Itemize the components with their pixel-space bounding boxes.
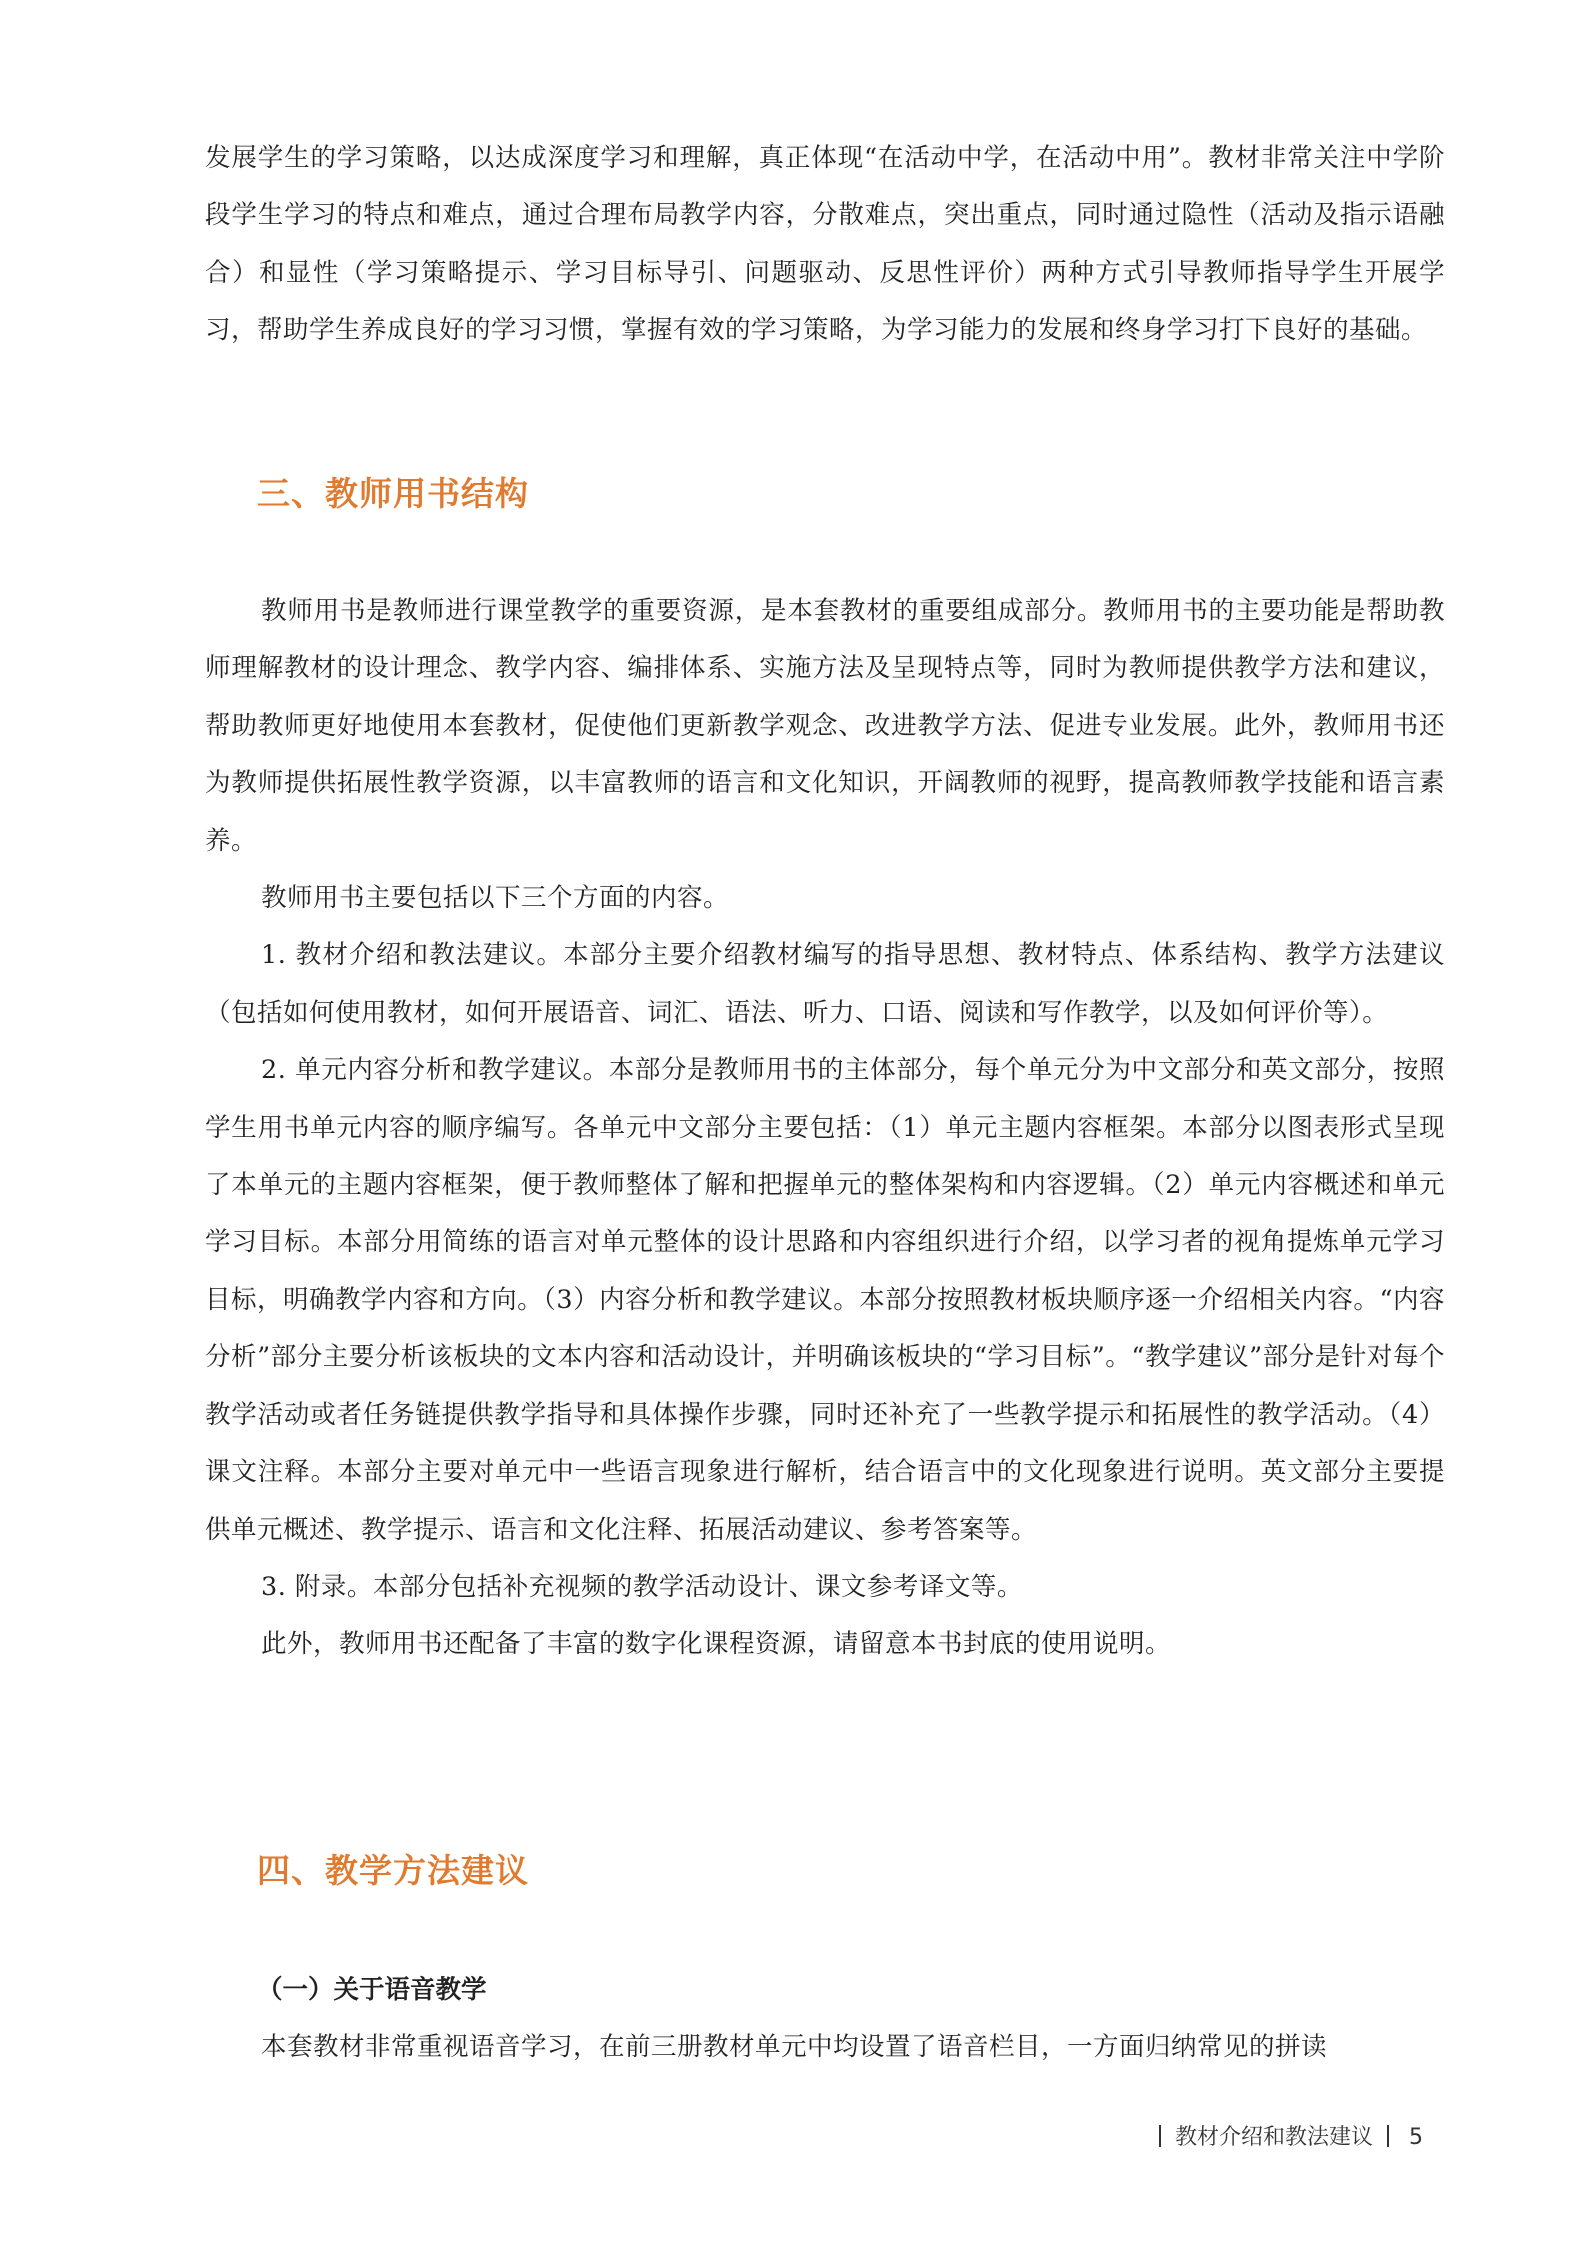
footer-chapter-title: 教材介绍和教法建议 bbox=[1175, 2125, 1374, 2150]
section-3-paragraph-6: 此外，教师用书还配备了丰富的数字化课程资源，请留意本书封底的使用说明。 bbox=[261, 1629, 1172, 1660]
footer-divider-left bbox=[1159, 2125, 1161, 2147]
footer-divider-right bbox=[1387, 2125, 1389, 2147]
section-3-paragraph-2: 教师用书主要包括以下三个方面的内容。 bbox=[261, 883, 730, 914]
section-4-body bbox=[205, 2019, 1445, 2076]
section-4-paragraph-1: 本套教材非常重视语音学习，在前三册教材单元中均设置了语音栏目，一方面归纳常见的拼读 bbox=[261, 2032, 1328, 2062]
page-number: 5 bbox=[1409, 2125, 1424, 2150]
intro-paragraph: 发展学生的学习策略，以达成深度学习和理解，真正体现“在活动中学，在活动中用”。教材非常关注中学阶段学生学习的特点和难点，通过合理布局教学内容，分散难点，突出重点，同时通过隐性（活动及指示语融合）和显性（学习策略提示、学习目标导引、问题驱动、反思性评价）两种方式引导教师指导学生开展学习，帮助学生养成良好的学习习惯，掌握有效的学习策略，为学习能力的发展和终身学习打下良好的基础。 bbox=[205, 143, 1445, 346]
section-3-heading: 三、教师用书结构 bbox=[257, 474, 529, 513]
intro-block bbox=[205, 130, 1445, 360]
section-3-paragraph-3: 1. 教材介绍和教法建议。本部分主要介绍教材编写的指导思想、教材特点、体系结构、教学方法建议（包括如何使用教材，如何开展语音、词汇、语法、听力、口语、阅读和写作教学，以及如何评价等）。 bbox=[205, 940, 1445, 1028]
section-4-subheading: （一）关于语音教学 bbox=[257, 1975, 487, 2005]
section-3-paragraph-1: 教师用书是教师进行课堂教学的重要资源，是本套教材的重要组成部分。教师用书的主要功能是帮助教师理解教材的设计理念、教学内容、编排体系、实施方法及呈现特点等，同时为教师提供教学方法和建议，帮助教师更好地使用本套教材，促使他们更新教学观念、改进教学方法、促进专业发展。此外，教师用书还为教师提供拓展性教学资源，以丰富教师的语言和文化知识，开阔教师的视野，提高教师教学技能和语言素养。 bbox=[205, 596, 1445, 856]
section-3-paragraph-4: 2. 单元内容分析和教学建议。本部分是教师用书的主体部分，每个单元分为中文部分和英文部分，按照学生用书单元内容的顺序编写。各单元中文部分主要包括：（1）单元主题内容框架。本部分以图表形式呈现了本单元的主题内容框架，便于教师整体了解和把握单元的整体架构和内容逻辑。（2）单元内容概述和单元学习目标。本部分用简练的语言对单元整体的设计思路和内容组织进行介绍，以学习者的视角提炼单元学习目标，明确教学内容和方向。（3）内容分析和教学建议。本部分按照教材板块顺序逐一介绍相关内容。“内容分析”部分主要分析该板块的文本内容和活动设计，并明确该板块的“学习目标”。“教学建议”部分是针对每个教学活动或者任务链提供教学指导和具体操作步骤，同时还补充了一些教学提示和拓展性的教学活动。（4）课文注释。本部分主要对单元中一些语言现象进行解析，结合语言中的文化现象进行说明。英文部分主要提供单元概述、教学提示、语言和文化注释、拓展活动建议、参考答案等。 bbox=[205, 1055, 1445, 1545]
section-3-paragraph-5: 3. 附录。本部分包括补充视频的教学活动设计、课文参考译文等。 bbox=[261, 1571, 1023, 1602]
section-3-body bbox=[205, 583, 1445, 1674]
section-4-heading: 四、教学方法建议 bbox=[257, 1851, 529, 1890]
page-footer bbox=[1145, 2120, 1423, 2151]
